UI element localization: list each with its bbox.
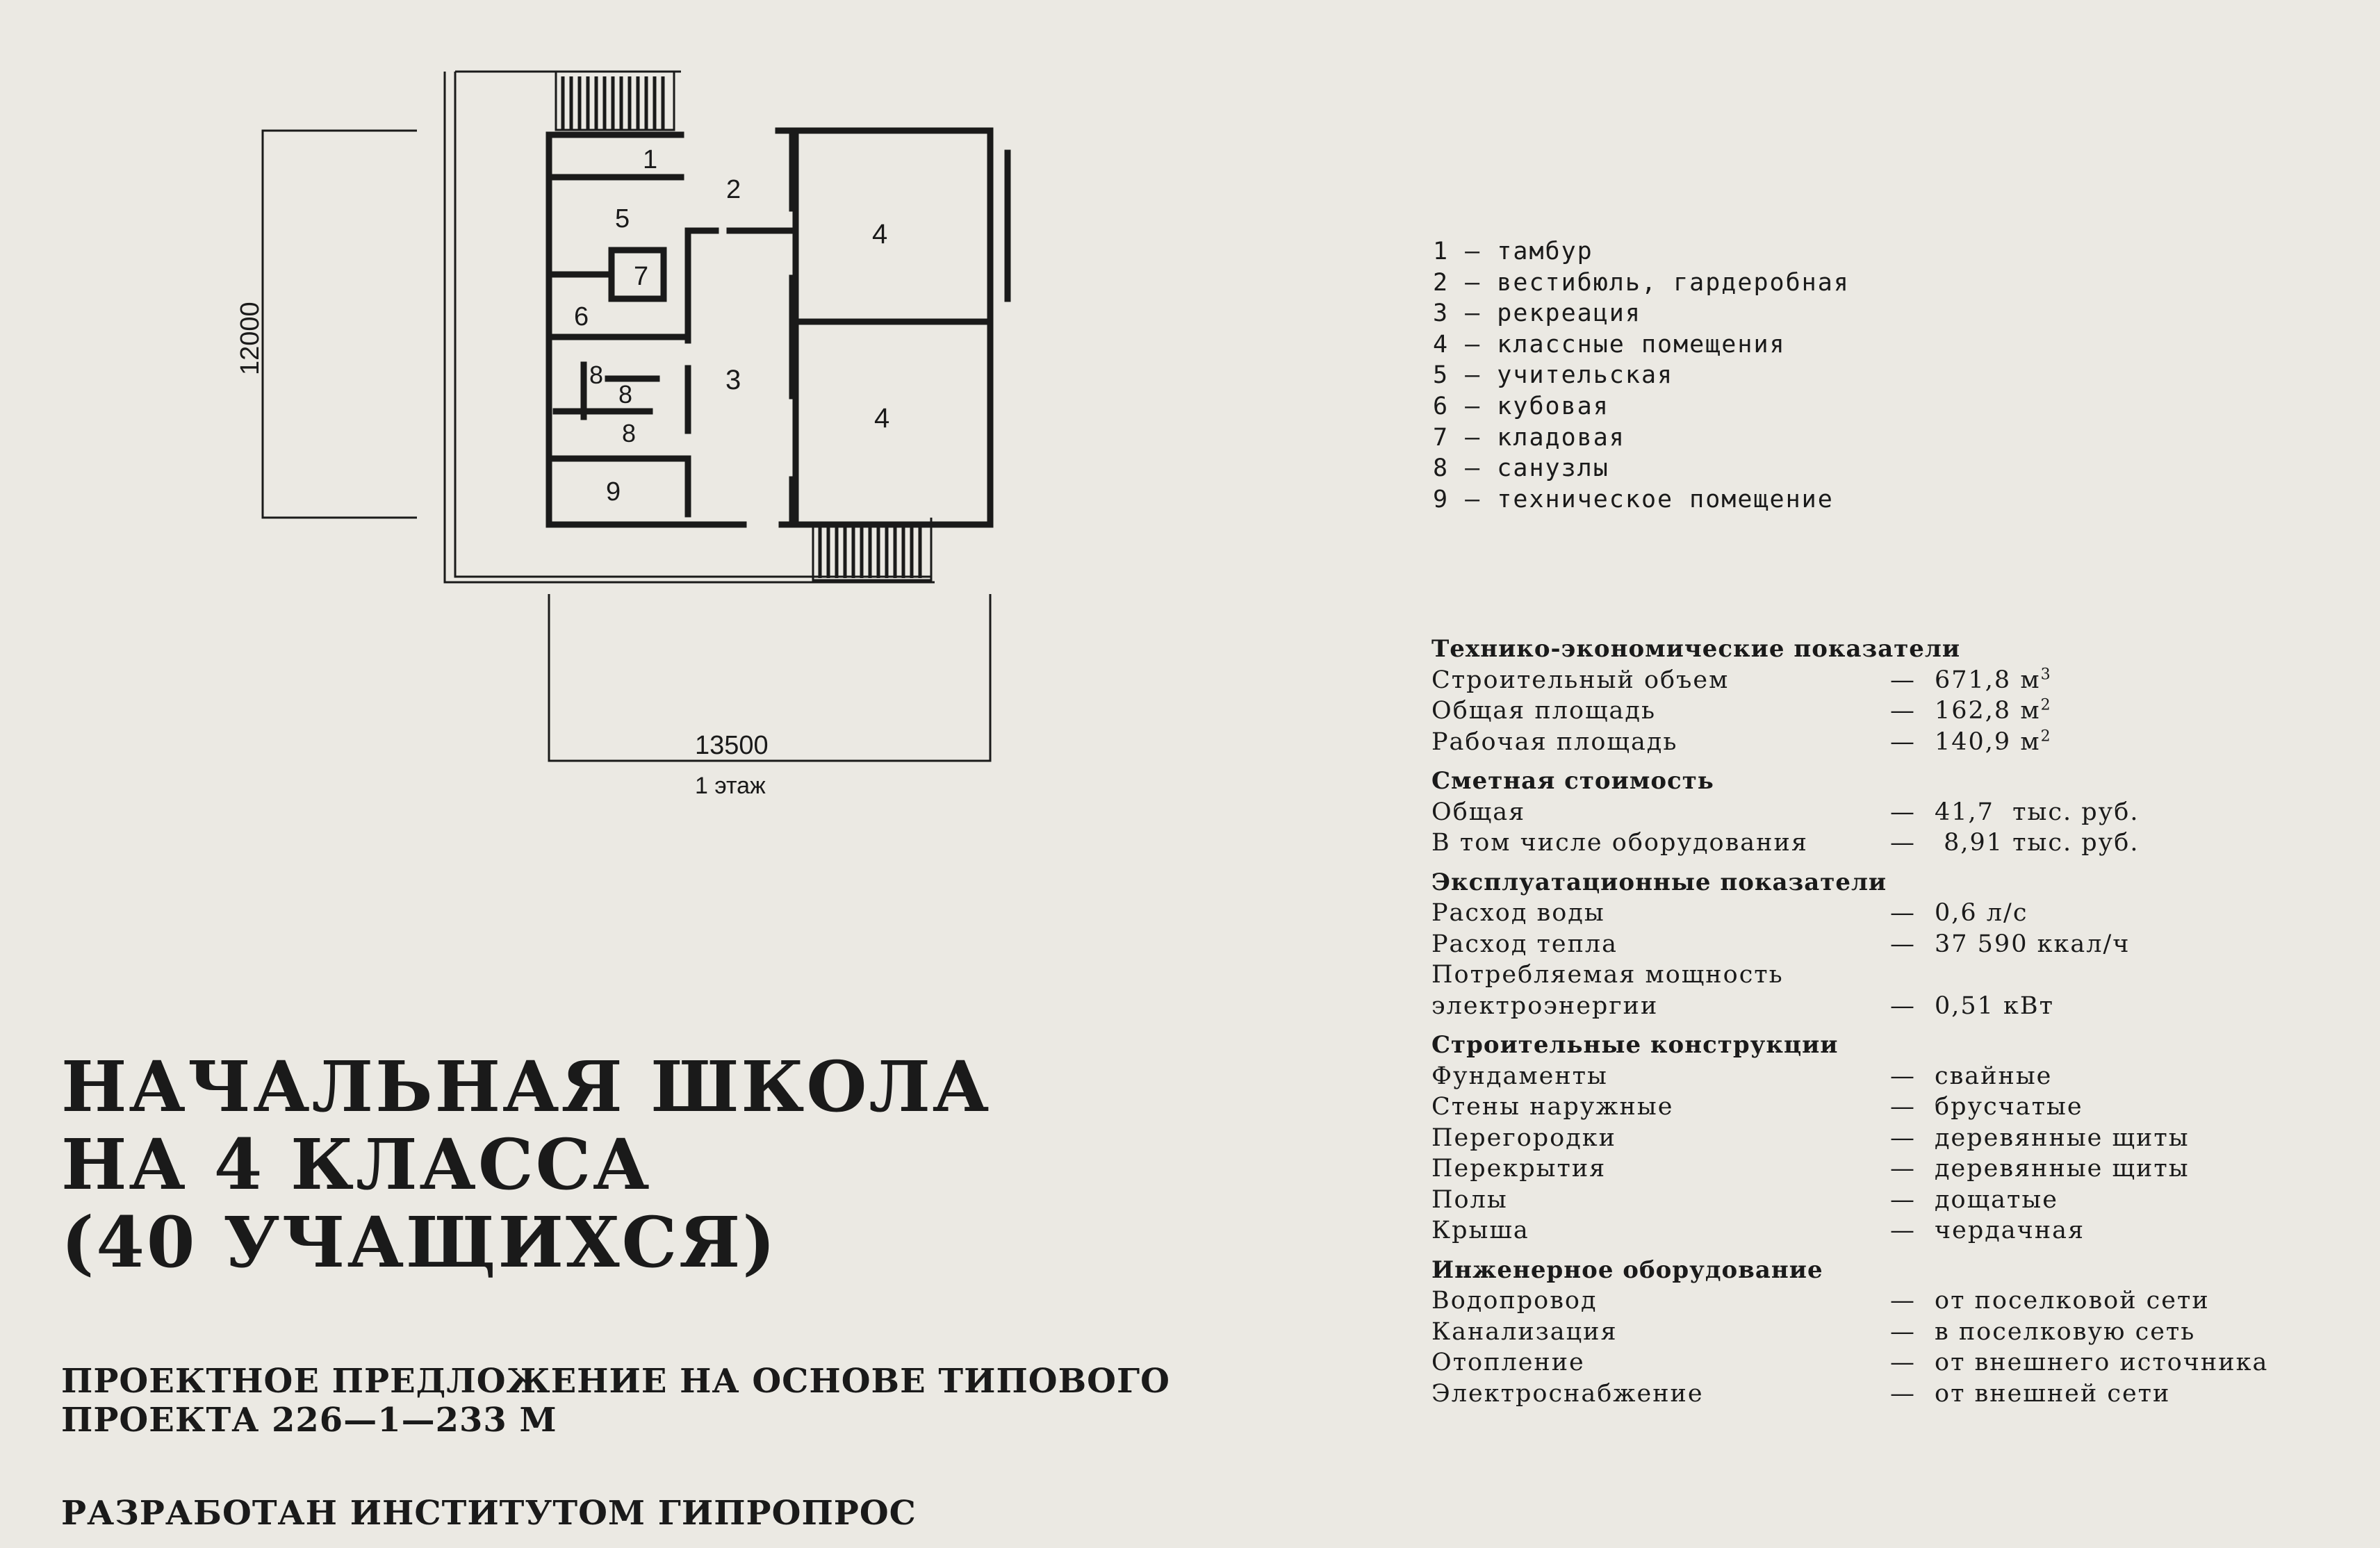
floor-label: 1 этаж bbox=[695, 773, 766, 799]
spec-row: Канализация — в поселковую сеть bbox=[1431, 1317, 2196, 1346]
spec-row: Крыша — чердачная bbox=[1431, 1217, 2085, 1244]
spec-row: Общая — 41,7 тыс. руб. bbox=[1431, 798, 2140, 826]
legend-item: 3 — рекреация bbox=[1433, 299, 1641, 328]
legend-item: 7 — кладовая bbox=[1433, 423, 1625, 452]
legend-item: 5 — учительская bbox=[1433, 361, 1674, 390]
specifications bbox=[1431, 634, 2356, 1409]
subtitle-line: ПРОЕКТА 226—1—233 М bbox=[61, 1401, 557, 1440]
room-number: 8 bbox=[589, 361, 604, 389]
room-number: 2 bbox=[726, 175, 741, 204]
subtitle-line: ПРОЕКТНОЕ ПРЕДЛОЖЕНИЕ НА ОСНОВЕ ТИПОВОГО bbox=[61, 1362, 1170, 1401]
room-number: 8 bbox=[618, 380, 633, 409]
legend-item: 1 — тамбур bbox=[1433, 238, 1593, 265]
developer-credit: РАЗРАБОТАН ИНСТИТУТОМ ГИПРОПРОС bbox=[61, 1494, 917, 1533]
floor-plan bbox=[0, 0, 1112, 834]
height-dimension-label: 12000 bbox=[236, 302, 265, 375]
title-line: НА 4 КЛАССА bbox=[61, 1123, 652, 1205]
legend-item: 6 — кубовая bbox=[1433, 392, 1609, 420]
spec-row: В том числе оборудования — 8,91 тыс. руб. bbox=[1431, 829, 2140, 857]
room-number: 1 bbox=[643, 145, 658, 174]
room-number: 8 bbox=[622, 419, 637, 447]
spec-row: Рабочая площадь — 140,9 $м^2$ bbox=[1431, 727, 2052, 756]
section-header: Инженерное оборудование bbox=[1431, 1255, 1823, 1284]
room-number: 9 bbox=[606, 477, 621, 507]
width-dimension bbox=[549, 594, 990, 799]
legend-item: 9 — техническое помещение bbox=[1433, 485, 1834, 513]
width-dimension-label: 13500 bbox=[695, 731, 769, 760]
spec-row: Стены наружные — брусчатые bbox=[1431, 1093, 2083, 1121]
spec-row: Расход тепла — 37 590 ккал/ч bbox=[1431, 930, 2131, 958]
spec-row: Перегородки — деревянные щиты bbox=[1431, 1123, 2190, 1152]
spec-row: Строительный объем — 671,8 $м^3$ bbox=[1431, 665, 2052, 694]
height-dimension bbox=[236, 131, 417, 518]
title-line: (40 УЧАЩИХСЯ) bbox=[61, 1201, 778, 1283]
spec-row: Фундаменты — свайные bbox=[1431, 1062, 2053, 1090]
section-header: Сметная стоимость bbox=[1431, 767, 1714, 795]
spec-row: Отопление — от внешнего источника bbox=[1431, 1349, 2269, 1376]
legend-item: 4 — классные помещения bbox=[1433, 330, 1786, 359]
spec-row: Расход воды — 0,6 л/с bbox=[1431, 899, 2028, 927]
legend-item: 2 — вестибюль, гардеробная bbox=[1433, 268, 1850, 297]
spec-row: Электроснабжение — от внешней сети bbox=[1431, 1379, 2171, 1408]
spec-row: Полы — дощатые bbox=[1431, 1185, 2058, 1214]
page-title bbox=[61, 1048, 1034, 1281]
entrance-stairs-top bbox=[556, 72, 674, 130]
project-subtitle bbox=[61, 1362, 1242, 1440]
legend-item: 8 — санузлы bbox=[1433, 454, 1609, 483]
spec-row: Водопровод — от поселковой сети bbox=[1431, 1287, 2210, 1315]
room-number: 4 bbox=[872, 219, 888, 249]
title-line: НАЧАЛЬНАЯ ШКОЛА bbox=[61, 1046, 992, 1128]
spec-row: Общая площадь — 162,8 $м^2$ bbox=[1431, 696, 2052, 725]
building-walls bbox=[549, 131, 1008, 525]
spec-row: Потребляемая мощность bbox=[1431, 961, 1784, 989]
entrance-stairs-bottom bbox=[813, 525, 931, 580]
section-header: Строительные конструкции bbox=[1431, 1031, 1839, 1059]
room-number: 3 bbox=[725, 365, 741, 395]
section-header: Эксплуатационные показатели bbox=[1431, 868, 1887, 896]
spec-row: электроэнергии — 0,51 кВт bbox=[1431, 991, 2055, 1020]
section-header: Технико-экономические показатели bbox=[1431, 635, 1961, 663]
spec-row: Перекрытия — деревянные щиты bbox=[1431, 1155, 2190, 1183]
room-number: 4 bbox=[874, 403, 890, 434]
room-legend bbox=[1433, 236, 1850, 515]
room-number: 7 bbox=[634, 262, 649, 291]
room-number: 6 bbox=[574, 302, 589, 331]
room-number: 5 bbox=[615, 204, 630, 233]
